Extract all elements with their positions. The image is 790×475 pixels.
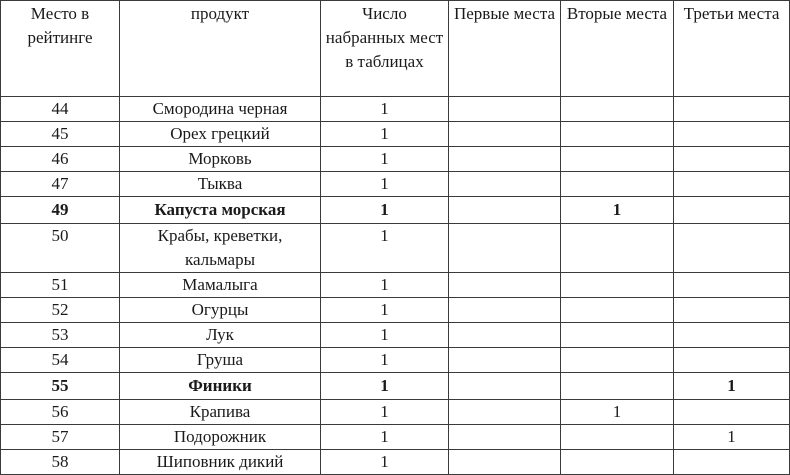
header-row <box>1 1 790 97</box>
cell-third <box>674 172 790 197</box>
cell-rank: 52 <box>1 298 120 323</box>
table-row <box>1 172 790 197</box>
cell-second: 1 <box>561 400 674 425</box>
table-row <box>1 122 790 147</box>
cell-rank: 53 <box>1 323 120 348</box>
cell-rank: 58 <box>1 450 120 475</box>
table-row <box>1 323 790 348</box>
cell-count: 1 <box>321 348 449 373</box>
cell-count: 1 <box>321 450 449 475</box>
header-count: Число набранных мест в таблицах <box>321 1 449 97</box>
cell-first <box>449 425 561 450</box>
cell-rank: 46 <box>1 147 120 172</box>
header-rank: Место в рейтинге <box>1 1 120 97</box>
cell-third <box>674 122 790 147</box>
cell-second <box>561 425 674 450</box>
cell-first <box>449 122 561 147</box>
cell-rank: 56 <box>1 400 120 425</box>
cell-second <box>561 323 674 348</box>
cell-product: Капуста морская <box>120 197 321 224</box>
cell-count: 1 <box>321 298 449 323</box>
cell-third <box>674 197 790 224</box>
cell-second <box>561 224 674 273</box>
cell-first <box>449 450 561 475</box>
cell-third <box>674 298 790 323</box>
cell-first <box>449 97 561 122</box>
cell-third <box>674 400 790 425</box>
cell-count: 1 <box>321 147 449 172</box>
cell-first <box>449 224 561 273</box>
cell-product: Шиповник дикий <box>120 450 321 475</box>
cell-count: 1 <box>321 400 449 425</box>
table-row <box>1 147 790 172</box>
cell-second <box>561 147 674 172</box>
cell-product: Мамалыга <box>120 273 321 298</box>
cell-count: 1 <box>321 323 449 348</box>
cell-first <box>449 348 561 373</box>
cell-second <box>561 348 674 373</box>
table-row <box>1 400 790 425</box>
cell-product: Огурцы <box>120 298 321 323</box>
cell-first <box>449 298 561 323</box>
cell-first <box>449 273 561 298</box>
cell-third <box>674 323 790 348</box>
cell-third <box>674 97 790 122</box>
cell-rank: 44 <box>1 97 120 122</box>
cell-count: 1 <box>321 172 449 197</box>
cell-product: Финики <box>120 373 321 400</box>
cell-second <box>561 450 674 475</box>
cell-third <box>674 348 790 373</box>
cell-third <box>674 450 790 475</box>
cell-product: Смородина черная <box>120 97 321 122</box>
cell-product: Морковь <box>120 147 321 172</box>
cell-second <box>561 172 674 197</box>
cell-third <box>674 147 790 172</box>
table-row <box>1 450 790 475</box>
cell-rank: 57 <box>1 425 120 450</box>
cell-first <box>449 373 561 400</box>
cell-second <box>561 122 674 147</box>
cell-third: 1 <box>674 373 790 400</box>
cell-rank: 55 <box>1 373 120 400</box>
cell-product: Лук <box>120 323 321 348</box>
cell-rank: 45 <box>1 122 120 147</box>
table-row <box>1 425 790 450</box>
cell-count: 1 <box>321 197 449 224</box>
table-row <box>1 273 790 298</box>
cell-third <box>674 224 790 273</box>
header-product: продукт <box>120 1 321 97</box>
header-second-places: Вторые места <box>561 1 674 97</box>
cell-rank: 54 <box>1 348 120 373</box>
cell-rank: 49 <box>1 197 120 224</box>
table-row <box>1 97 790 122</box>
cell-count: 1 <box>321 273 449 298</box>
cell-second <box>561 273 674 298</box>
cell-product: Крапива <box>120 400 321 425</box>
cell-product: Крабы, креветки, кальмары <box>120 224 321 273</box>
table-row <box>1 348 790 373</box>
cell-product: Тыква <box>120 172 321 197</box>
header-first-places: Первые места <box>449 1 561 97</box>
cell-first <box>449 147 561 172</box>
cell-second: 1 <box>561 197 674 224</box>
cell-second <box>561 97 674 122</box>
table-row <box>1 298 790 323</box>
cell-second <box>561 298 674 323</box>
cell-count: 1 <box>321 425 449 450</box>
cell-third: 1 <box>674 425 790 450</box>
cell-first <box>449 323 561 348</box>
cell-third <box>674 273 790 298</box>
cell-first <box>449 172 561 197</box>
cell-count: 1 <box>321 373 449 400</box>
cell-first <box>449 400 561 425</box>
table-row <box>1 224 790 273</box>
cell-count: 1 <box>321 122 449 147</box>
cell-product: Подорожник <box>120 425 321 450</box>
cell-product: Орех грецкий <box>120 122 321 147</box>
cell-count: 1 <box>321 224 449 273</box>
cell-rank: 51 <box>1 273 120 298</box>
cell-first <box>449 197 561 224</box>
cell-rank: 47 <box>1 172 120 197</box>
table-row-highlighted <box>1 197 790 224</box>
cell-count: 1 <box>321 97 449 122</box>
cell-second <box>561 373 674 400</box>
cell-product: Груша <box>120 348 321 373</box>
cell-rank: 50 <box>1 224 120 273</box>
header-third-places: Третьи места <box>674 1 790 97</box>
table-row-highlighted <box>1 373 790 400</box>
